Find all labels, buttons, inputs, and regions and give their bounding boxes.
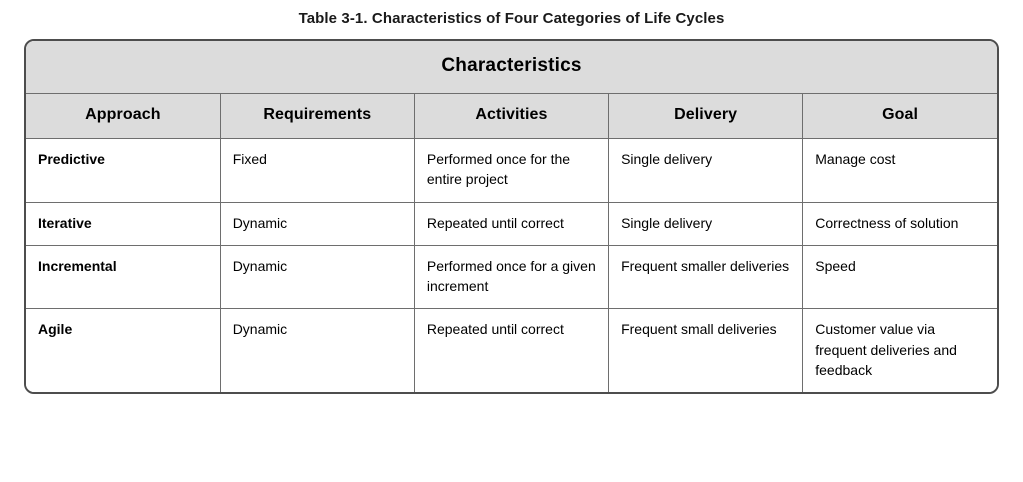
- table-body: [26, 139, 997, 393]
- cell-delivery: Frequent small deliveries: [609, 309, 803, 392]
- cell-delivery: Single delivery: [609, 202, 803, 245]
- cell-approach: Predictive: [26, 139, 220, 203]
- column-header-delivery: Delivery: [609, 94, 803, 139]
- table-head: [26, 41, 997, 139]
- table-super-header-cell: Characteristics: [26, 41, 997, 94]
- cell-approach: Incremental: [26, 245, 220, 309]
- cell-requirements: Dynamic: [220, 245, 414, 309]
- column-header-approach: Approach: [26, 94, 220, 139]
- cell-requirements: Fixed: [220, 139, 414, 203]
- cell-goal: Correctness of solution: [803, 202, 997, 245]
- cell-goal: Speed: [803, 245, 997, 309]
- cell-approach: Iterative: [26, 202, 220, 245]
- table-row: [26, 309, 997, 392]
- cell-delivery: Single delivery: [609, 139, 803, 203]
- cell-approach: Agile: [26, 309, 220, 392]
- life-cycle-characteristics-table: [26, 41, 997, 392]
- table-row: [26, 202, 997, 245]
- cell-goal: Manage cost: [803, 139, 997, 203]
- table-row: [26, 139, 997, 203]
- table-super-header-row: [26, 41, 997, 94]
- column-header-goal: Goal: [803, 94, 997, 139]
- column-header-requirements: Requirements: [220, 94, 414, 139]
- cell-activities: Performed once for the entire project: [414, 139, 608, 203]
- table-caption: Table 3-1. Characteristics of Four Categories of Life Cycles: [298, 10, 725, 27]
- cell-requirements: Dynamic: [220, 202, 414, 245]
- cell-requirements: Dynamic: [220, 309, 414, 392]
- cell-activities: Repeated until correct: [414, 202, 608, 245]
- table-row: [26, 245, 997, 309]
- cell-delivery: Frequent smaller deliveries: [609, 245, 803, 309]
- column-header-activities: Activities: [414, 94, 608, 139]
- cell-activities: Repeated until correct: [414, 309, 608, 392]
- cell-goal: Customer value via frequent deliveries and feedback: [803, 309, 997, 392]
- cell-activities: Performed once for a given increment: [414, 245, 608, 309]
- table-container: [24, 39, 999, 394]
- table-header-row: [26, 94, 997, 139]
